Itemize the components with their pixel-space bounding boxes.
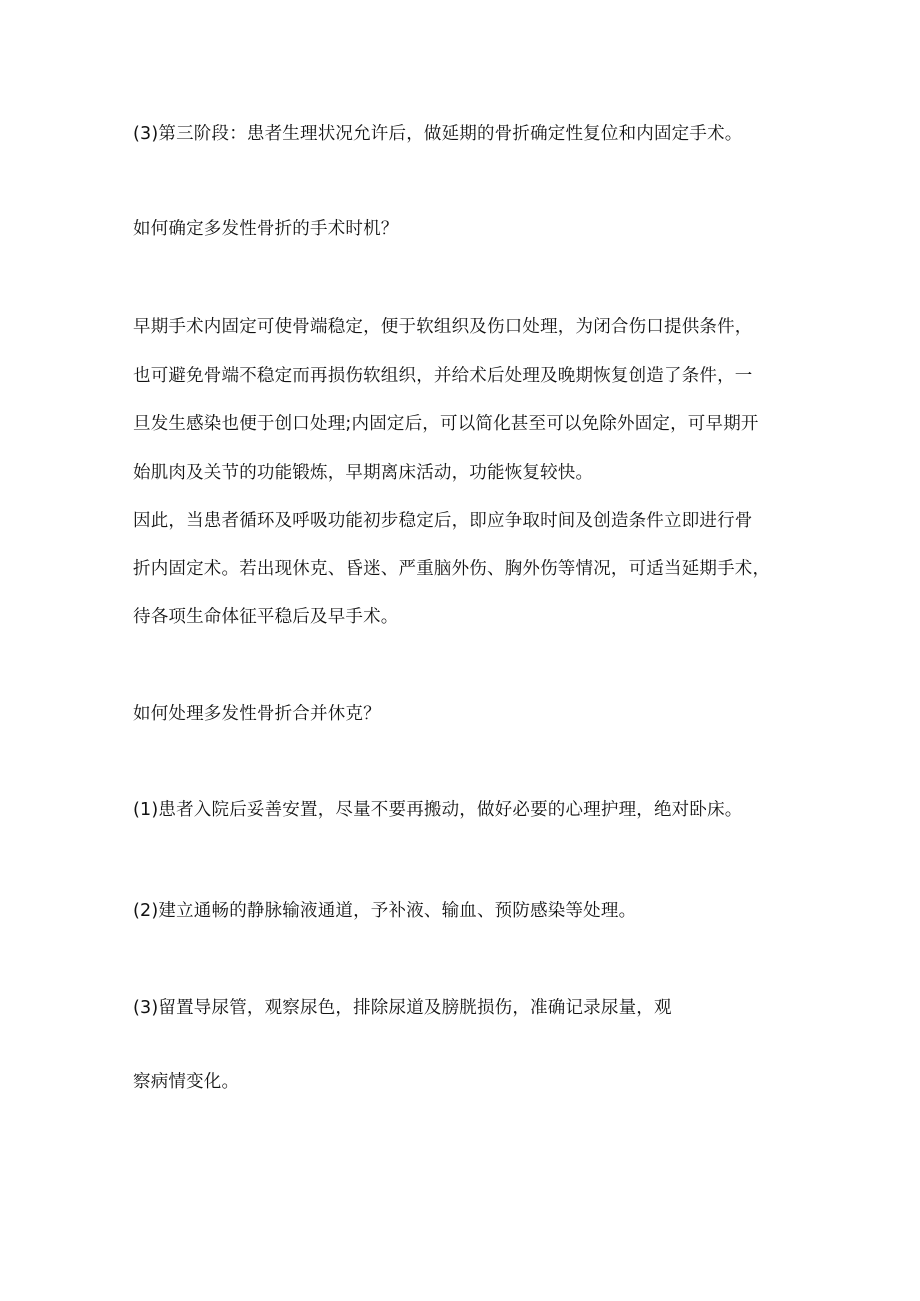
list-item-1: (1)患者入院后妥善安置，尽量不要再搬动，做好必要的心理护理，绝对卧床。 [133,800,743,820]
paragraph-early-fixation-line-1: 早期手术内固定可使骨端稳定，便于软组织及伤口处理，为闭合伤口提供条件， [133,317,753,337]
list-item-3-line-1: (3)留置导尿管，观察尿色，排除尿道及膀胱损伤，准确记录尿量，观 [133,998,672,1018]
paragraph-therefore-line-1: 因此，当患者循环及呼吸功能初步稳定后，即应争取时间及创造条件立即进行骨 [133,511,753,531]
list-item-3-line-2: 察病情变化。 [133,1072,240,1092]
paragraph-early-fixation-line-4: 始肌肉及关节的功能锻炼，早期离床活动，功能恢复较快。 [133,463,594,483]
paragraph-therefore-line-2: 折内固定术。若出现休克、昏迷、严重脑外伤、胸外伤等情况，可适当延期手术， [133,559,771,579]
paragraph-therefore-line-3: 待各项生命体征平稳后及早手术。 [133,607,399,627]
list-item-2: (2)建立通畅的静脉输液通道，予补液、输血、预防感染等处理。 [133,901,637,921]
paragraph-stage-three: (3)第三阶段：患者生理状况允许后，做延期的骨折确定性复位和内固定手术。 [133,124,743,144]
question-shock-management: 如何处理多发性骨折合并休克？ [133,704,381,724]
question-surgery-timing: 如何确定多发性骨折的手术时机？ [133,219,399,239]
paragraph-early-fixation-line-3: 旦发生感染也便于创口处理;内固定后，可以简化甚至可以免除外固定，可早期开 [133,414,759,434]
paragraph-early-fixation-line-2: 也可避免骨端不稳定而再损伤软组织，并给术后处理及晚期恢复创造了条件，一 [133,366,753,386]
